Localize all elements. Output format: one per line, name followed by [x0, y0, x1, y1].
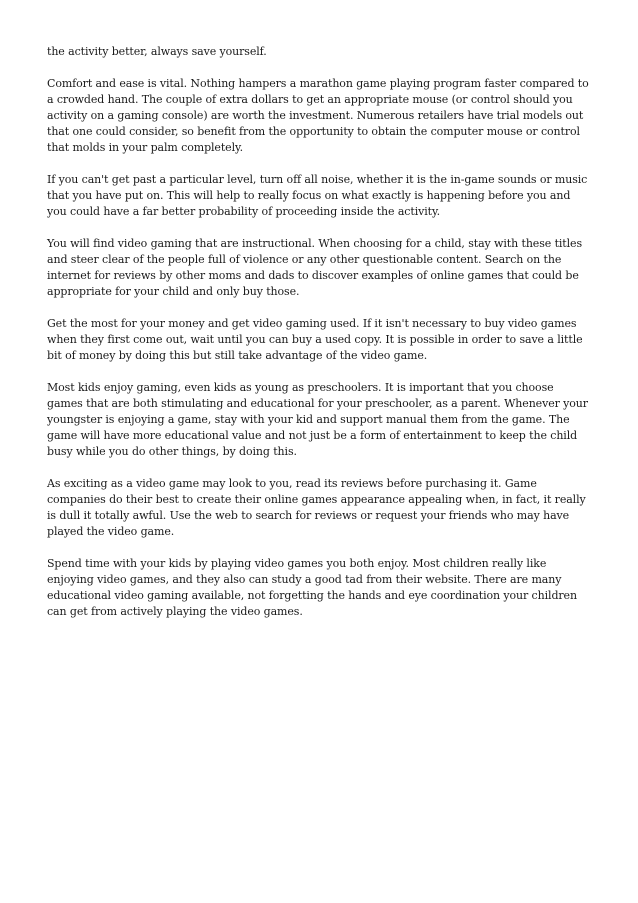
- paragraph-used-games: Get the most for your money and get video gaming used. If it isn't necessary to buy video games when they first come out, wait until you can buy a used copy. It is possible in order to save a little bit of money by doing this but still take advantage of the video game.: [47, 317, 583, 362]
- paragraph-comfort: Comfort and ease is vital. Nothing hampers a marathon game playing program faster compared to a crowded hand. The couple of extra dollars to get an appropriate mouse (or control should you activity on a gaming console) are worth the investment. Numerous retailers have trial models out that one could consider, so benefit from the opportunity to obtain the computer mouse or control that molds in your palm completely.: [47, 77, 589, 154]
- paragraph-noise: If you can't get past a particular level, turn off all noise, whether it is the in-game sounds or music that you have put on. This will help to really focus on what exactly is happening before you and you could have a far better probability of proceeding inside the activity.: [47, 173, 588, 218]
- paragraph-instructional: You will find video gaming that are instructional. When choosing for a child, stay with these titles and steer clear of the people full of violence or any other questionable content. Search on the internet for reviews by other moms and dads to discover examples of online games that could be appropriate for your child and only buy those.: [47, 237, 582, 298]
- document-body: [47, 44, 592, 636]
- paragraph-continuation: the activity better, always save yourself.: [47, 45, 267, 58]
- paragraph-spend-time: Spend time with your kids by playing video games you both enjoy. Most children really like enjoying video games, and they also can study a good tad from their website. There are many educational video gaming available, not forgetting the hands and eye coordination your children can get from actively playing the video games.: [47, 557, 577, 618]
- paragraph-reviews: As exciting as a video game may look to you, read its reviews before purchasing it. Game companies do their best to create their online games appearance appealing when, in fact, it really is dull it totally awful. Use the web to search for reviews or request your friends who may have played the video game.: [47, 477, 586, 538]
- paragraph-preschoolers: Most kids enjoy gaming, even kids as young as preschoolers. It is important that you choose games that are both stimulating and educational for your preschooler, as a parent. Whenever your youngster is enjoying a game, stay with your kid and support manual them from the game. The game will have more educational value and not just be a form of entertainment to keep the child busy while you do other things, by doing this.: [47, 381, 588, 458]
